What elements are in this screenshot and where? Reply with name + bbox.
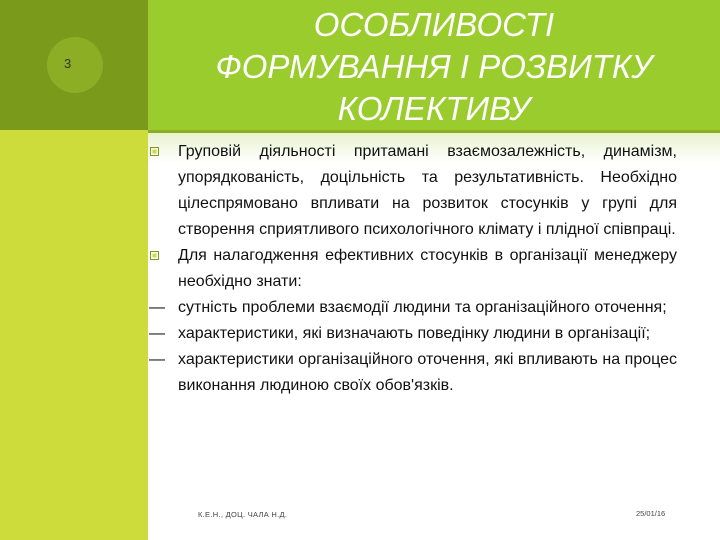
footer-date: 25/01/16 [636, 509, 666, 518]
title-header [148, 0, 720, 130]
dash-marker: — [149, 325, 165, 342]
slide-title [148, 4, 720, 130]
square-bullet-icon [150, 251, 159, 260]
dash-item [149, 347, 677, 399]
bullet-item [149, 243, 677, 295]
slide-number: 3 [64, 56, 72, 71]
dash-text: характеристики організаційного оточення, які впливають на процес виконання людиною своїх обов'язків. [178, 351, 677, 394]
title-line-1: ОСОБЛИВОСТІ [313, 6, 555, 43]
dash-item [149, 295, 677, 321]
bullet-item [149, 139, 677, 243]
slide-body [149, 139, 677, 399]
dash-marker: — [149, 299, 165, 316]
dash-marker: — [149, 351, 165, 368]
bullet-text: Для налагодження ефективних стосунків в організації менеджеру необхідно знати: [178, 247, 677, 290]
title-line-2: ФОРМУВАННЯ І РОЗВИТКУ [215, 48, 653, 85]
dash-text: характеристики, які визначають поведінку людини в організації; [178, 325, 651, 342]
slide-number-circle [47, 37, 103, 93]
dash-item [149, 321, 677, 347]
footer-author: К.Е.Н., ДОЦ. ЧАЛА Н.Д. [198, 510, 288, 519]
title-line-3: КОЛЕКТИВУ [337, 90, 531, 127]
left-bottom-band [0, 130, 148, 540]
dash-text: сутність проблеми взаємодії людини та організаційного оточення; [178, 299, 667, 316]
bullet-text: Груповій діяльності притамані взаємозалежність, динамізм, упорядкованість, доцільність та результативність. Необхідно цілеспрямовано впливати на розвиток стосунків у групі для створення сприятливого психологічного клімату і плідної співпраці. [178, 143, 677, 238]
square-bullet-icon [150, 147, 159, 156]
